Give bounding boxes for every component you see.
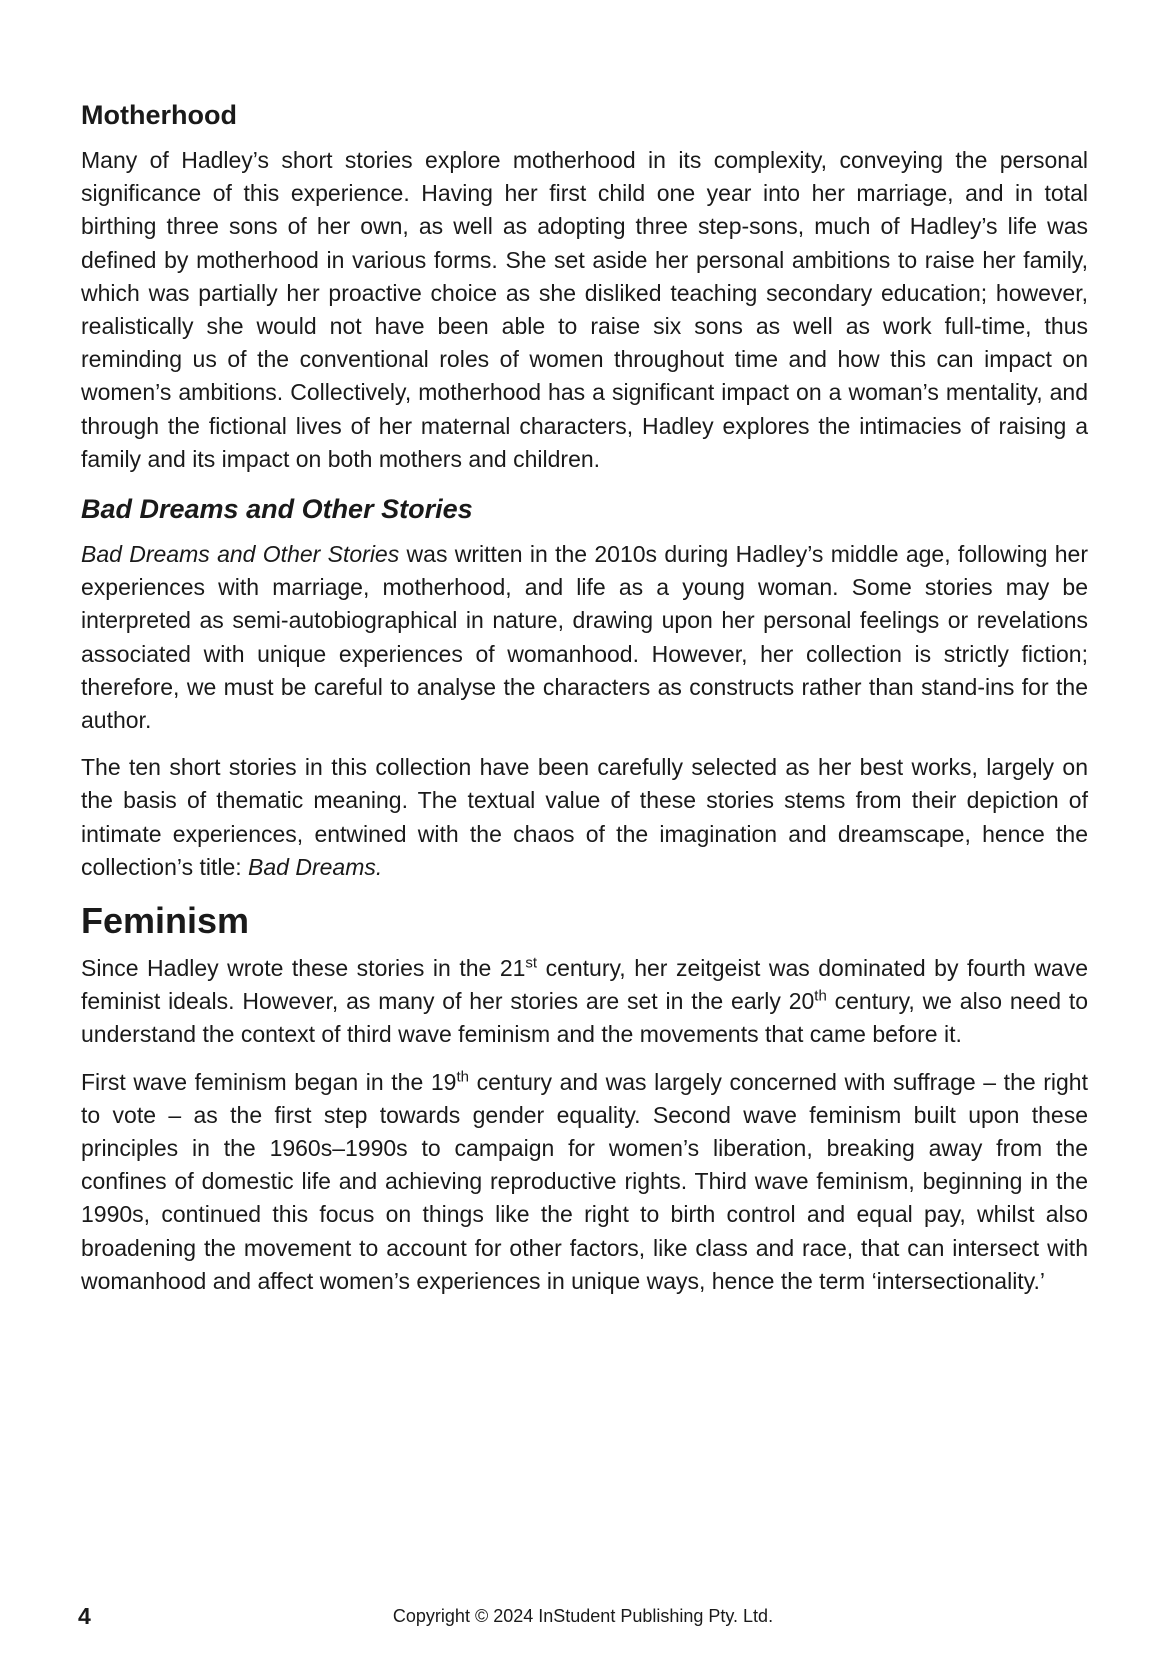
copyright-notice: Copyright © 2024 InStudent Publishing Pty. Ltd. xyxy=(392,1606,774,1626)
feminism-paragraph-2 xyxy=(81,1066,1088,1298)
ordinal-superscript: th xyxy=(814,987,827,1005)
page-content xyxy=(81,96,1088,1312)
book-title-inline: Bad Dreams and Other Stories xyxy=(81,541,400,568)
feminism-p2-text-b: century and was largely concerned with suffrage – the right to vote – as the first step towards gender equality. Second wave feminism built upon these principles in the 1960s–1990s to campaign for women’s liberation, breaking away from the confines of domestic life and achieving reproductive rights. Third wave feminism, beginning in the 1990s, continued this focus on things like the right to birth control and equal pay, whilst also broadening the movement to account for other factors, like class and race, that can intersect with womanhood and affect women’s experiences in unique ways, hence the term ‘intersectionality.’ xyxy=(81,1068,1088,1294)
feminism-p2-text-a: First wave feminism began in the 19 xyxy=(81,1068,457,1095)
page-number: 4 xyxy=(78,1603,91,1629)
motherhood-heading: Motherhood xyxy=(81,100,237,130)
feminism-p1-text-c: century, we also need to understand the context of third wave feminism and the movements that came before it. xyxy=(81,988,1088,1048)
feminism-p1-text-a: Since Hadley wrote these stories in the 21 xyxy=(81,955,526,982)
feminism-heading: Feminism xyxy=(81,900,250,942)
ordinal-superscript: st xyxy=(525,954,538,972)
bad-dreams-heading: Bad Dreams and Other Stories xyxy=(81,494,473,525)
feminism-paragraph-1 xyxy=(81,952,1088,1052)
motherhood-paragraph: Many of Hadley’s short stories explore motherhood in its complexity, conveying the personal significance of this experience. Having her first child one year into her marriage, and in total birthing three sons of her own, as well as adopting three step-sons, much of Hadley’s life was defined by motherhood in various forms. She set aside her personal ambitions to raise her family, which was partially her proactive choice as she disliked teaching secondary education; however, realistically she would not have been able to raise six sons as well as work full-time, thus reminding us of the conventional roles of women throughout time and how this can impact on women’s ambitions. Collectively, motherhood has a significant impact on a woman’s mentality, and through the fictional lives of her maternal characters, Hadley explores the intimacies of raising a family and its impact on both mothers and children. xyxy=(81,147,1088,472)
collection-title-inline: Bad Dreams. xyxy=(248,853,383,880)
ordinal-superscript: th xyxy=(456,1068,469,1086)
feminism-p1-text-b: century, her zeitgeist was dominated by fourth wave feminist ideals. However, as many of her stories are set in the early 20 xyxy=(81,955,1088,1015)
bad-dreams-paragraph-2 xyxy=(81,751,1088,884)
bad-dreams-paragraph-2-text: The ten short stories in this collection have been carefully selected as her best works, largely on the basis of thematic meaning. The textual value of these stories stems from their depiction of intimate experiences, entwined with the chaos of the imagination and dreamscape, hence the collection’s title: xyxy=(81,754,1088,880)
bad-dreams-paragraph-1 xyxy=(81,538,1088,737)
bad-dreams-paragraph-1-text: was written in the 2010s during Hadley’s middle age, following her experiences with marriage, motherhood, and life as a young woman. Some stories may be interpreted as semi-autobiographical in nature, drawing upon her personal feelings or revelations associated with unique experiences of womanhood. However, her collection is strictly fiction; therefore, we must be careful to analyse the characters as constructs rather than stand-ins for the author. xyxy=(81,541,1088,734)
